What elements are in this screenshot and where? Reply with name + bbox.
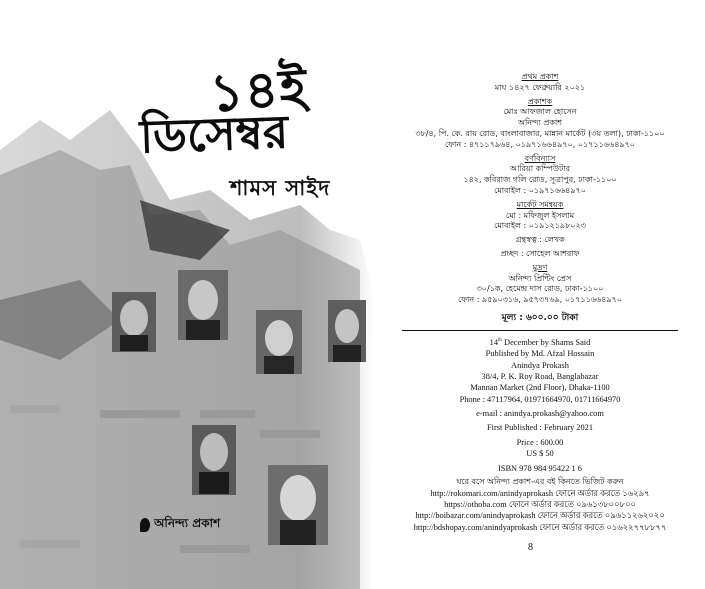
typeset-org: আরিয়া কম্পিউটার bbox=[509, 164, 571, 174]
printer: অনিন্দ্য প্রিন্টিং প্রেস bbox=[508, 273, 572, 283]
publisher-logo-icon bbox=[140, 518, 150, 532]
english-price-usd: US $ 50 bbox=[526, 449, 554, 459]
coordinator-name: মো : মফিজুল ইসলাম bbox=[505, 210, 575, 220]
copyright: গ্রন্থস্বত্ব : লেখক bbox=[515, 235, 565, 245]
english-title: 14th December by Shams Said bbox=[489, 338, 591, 348]
english-address-2: Mannan Market (2nd Floor), Dhaka-1100 bbox=[470, 383, 610, 393]
first-pub-date: মাঘ ১৪২৭ ফেব্রুয়ারি ২০২১ bbox=[494, 82, 586, 92]
english-first-published: First Published : February 2021 bbox=[486, 423, 594, 433]
divider bbox=[402, 330, 678, 331]
portrait-5 bbox=[192, 425, 236, 495]
typeset-address: ১৪২, কবিরাজ গলি রোড, সূত্রাপুর, ঢাকা-১১০০ bbox=[463, 175, 617, 185]
printer-address: ৩০/১ক, হেমেন্দ্র দাস রোড, ঢাকা-১১০০ bbox=[476, 284, 604, 294]
english-published-by: Published by Md. Afzal Hossain bbox=[485, 349, 595, 359]
printer-phone: ফোন : ৯৫৯০৩১৬, ৯৫৭৩৭৬৯, ০১৭১১৬৬৪৯৭০ bbox=[457, 295, 623, 305]
cover-publisher-name: অনিন্দ্য প্রকাশ bbox=[154, 516, 221, 530]
portrait-2 bbox=[178, 270, 228, 340]
english-price: Price : 600.00 bbox=[516, 437, 564, 447]
publisher-org: অনিন্দ্য প্রকাশ bbox=[518, 118, 562, 128]
cover-publisher bbox=[140, 515, 220, 535]
cover-author: শামস সাইদ bbox=[230, 176, 331, 200]
english-org: Anindya Prokash bbox=[511, 360, 569, 370]
online-link-bdshopay[interactable]: http://bdshopay.com/anindyaprokash ফোনে অর্ডার করতে ০১৬২২৭৭৮৮৭৭ bbox=[413, 522, 667, 532]
publisher-address: ৩৮/৪, পি. কে. রায় রোড, বাংলাবাজার, মান্নান মার্কেট (৩য় তলা), ঢাকা-১১০০ bbox=[415, 128, 665, 138]
cover-title-month: ডিসেম্বর bbox=[138, 104, 290, 164]
portrait-3 bbox=[256, 310, 302, 374]
coordinator-mobile: মোবাইল : ০১৯১২১৯৮০২৩ bbox=[494, 221, 586, 231]
isbn: ISBN 978 984 95422 1 6 bbox=[498, 463, 582, 473]
cover-design: প্রচ্ছদ : সোহেল আশরাফ bbox=[500, 248, 580, 258]
cover-title-number: ১৪ই bbox=[207, 57, 310, 125]
english-phone: Phone : 47117964, 01971664970, 01711664970 bbox=[459, 394, 621, 404]
english-email[interactable]: e-mail : anindya.prokash@yahoo.com bbox=[476, 409, 604, 419]
portrait-1 bbox=[112, 292, 156, 352]
portrait-6 bbox=[268, 465, 328, 545]
online-heading: ঘরে বসে অনিন্দ্য প্রকাশ-এর বই কিনতে ভিজিট করুন bbox=[456, 476, 624, 486]
portrait-4 bbox=[328, 300, 366, 362]
typeset-label: বর্ণবিন্যাস bbox=[524, 153, 556, 163]
english-address-1: 38/4, P. K. Roy Road, Banglabazar bbox=[481, 372, 599, 382]
price-bn: মূল্য : ৬০০.০০ টাকা bbox=[501, 312, 579, 323]
typeset-mobile: মোবাইল : ০১৯৭১৬৬৪৯৭০ bbox=[494, 185, 586, 195]
coordinator-label: মার্কেট সমন্বয়ক bbox=[516, 199, 564, 209]
print-label: মুদ্রণ bbox=[532, 262, 548, 272]
online-link-othoba[interactable]: https://othoba.com ফোনে অর্ডার করতে ০৯৬১৩৮০০৮০০ bbox=[444, 500, 636, 509]
online-link-rokomari[interactable]: http://rokomari.com/anindyaprokash ফোনে অর্ডার করতে ১৬২৯৭ bbox=[430, 488, 650, 498]
publisher-phone: ফোন : ৪৭১১৭৯৬৪, ০১৯৭১৬৬৪৯৭০, ০১৭১১৬৬৪৯৭০ bbox=[444, 139, 636, 149]
imprint-page bbox=[390, 72, 690, 533]
online-link-boibazar[interactable]: http://boibazar.com/anindyaprokash ফোনে অর্ডার করতে ০৯৬১১২৬২০২০ bbox=[415, 511, 665, 521]
publisher-name: মোঃ আফজাল হোসেন bbox=[503, 107, 577, 117]
first-pub-label: প্রথম প্রকাশ bbox=[521, 72, 559, 81]
publisher-label: প্রকাশক bbox=[527, 96, 553, 106]
page-number: 8 bbox=[528, 542, 533, 553]
